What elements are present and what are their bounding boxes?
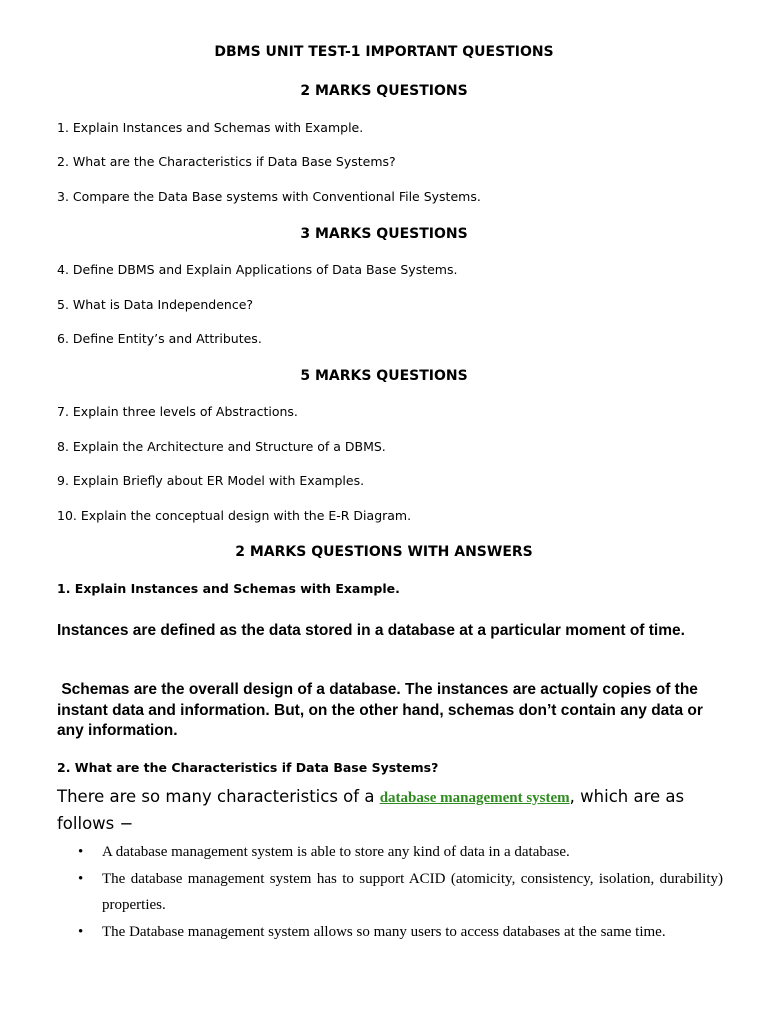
answer-question-1: 1. Explain Instances and Schemas with Example. (57, 581, 400, 596)
bullet-icon: • (78, 870, 84, 887)
bullet-icon: • (78, 844, 84, 860)
answer-question-2: 2. What are the Characteristics if Data Base Systems? (57, 760, 439, 775)
list-item (57, 839, 723, 866)
question-7: 7. Explain three levels of Abstractions. (57, 404, 298, 419)
list-item-text: The Database management system allows so many users to access databases at the same time. (102, 923, 666, 940)
question-5: 5. What is Data Independence? (57, 297, 254, 312)
dbms-link[interactable]: database management system (379, 790, 570, 806)
answer-1-paragraph-1: Instances are defined as the data stored in a database at a particular moment of time. (57, 622, 685, 639)
characteristics-list (57, 839, 723, 945)
question-1: 1. Explain Instances and Schemas with Example. (57, 120, 364, 135)
list-item (57, 919, 723, 946)
list-item (57, 866, 723, 919)
question-9: 9. Explain Briefly about ER Model with Examples. (57, 473, 365, 488)
bullet-icon: • (78, 923, 84, 940)
section-heading-answers: 2 MARKS QUESTIONS WITH ANSWERS (235, 544, 533, 560)
section-heading-5-marks: 5 MARKS QUESTIONS (300, 368, 468, 384)
question-4: 4. Define DBMS and Explain Applications of Data Base Systems. (57, 262, 458, 277)
section-heading-3-marks: 3 MARKS QUESTIONS (300, 226, 468, 242)
section-heading-2-marks: 2 MARKS QUESTIONS (300, 83, 468, 99)
question-3: 3. Compare the Data Base systems with Conventional File Systems. (57, 189, 481, 204)
answer-2-intro-before: There are so many characteristics of a (57, 787, 380, 806)
question-6: 6. Define Entity’s and Attributes. (57, 331, 262, 346)
question-10: 10. Explain the conceptual design with the E-R Diagram. (57, 508, 412, 523)
question-2: 2. What are the Characteristics if Data Base Systems? (57, 154, 396, 169)
answer-1-paragraph-2: Schemas are the overall design of a database. The instances are actually copies of the instant data and information. But, on the other hand, schemas don’t contain any data or any information. (57, 681, 708, 739)
answer-2-intro-after: , which are as follows − (57, 787, 685, 833)
list-item-text: The database management system has to support ACID (atomicity, consistency, isolation, durability) properties. (102, 870, 723, 913)
question-8: 8. Explain the Architecture and Structure of a DBMS. (57, 439, 386, 454)
answer-2-intro (57, 784, 725, 837)
document-title: DBMS UNIT TEST-1 IMPORTANT QUESTIONS (214, 44, 554, 60)
list-item-text: A database management system is able to store any kind of data in a database. (102, 844, 570, 860)
